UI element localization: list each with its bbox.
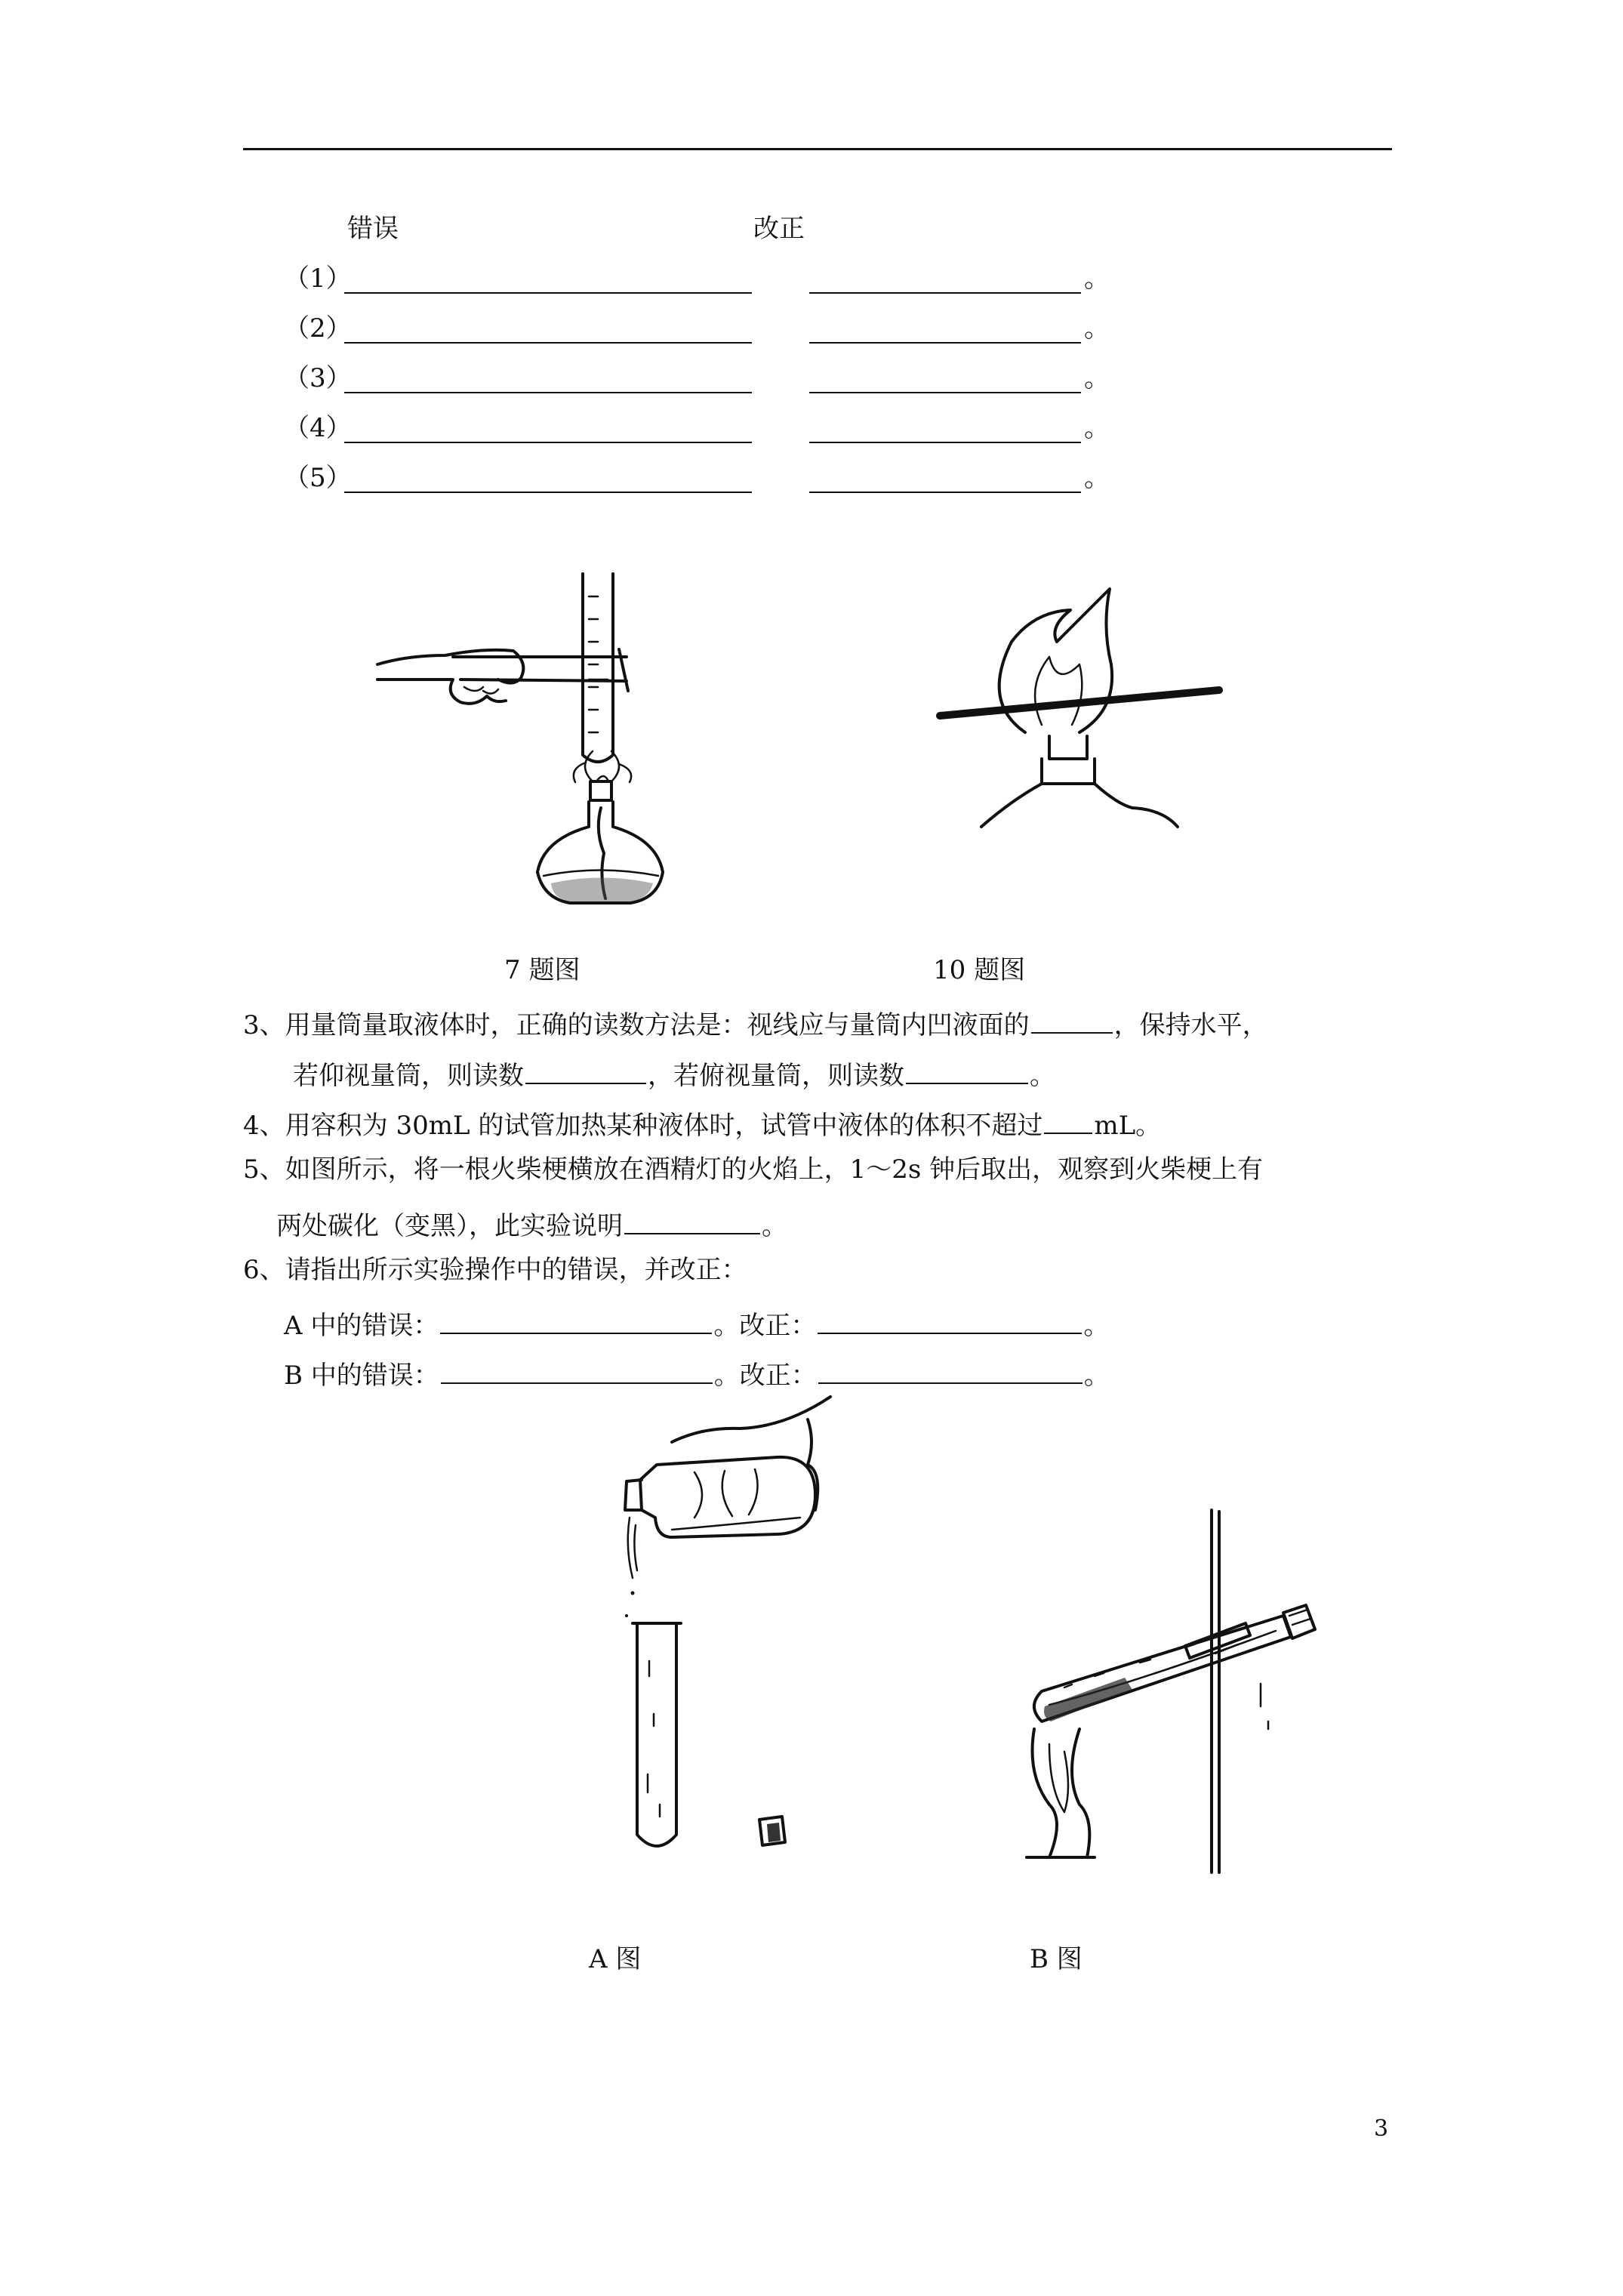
fix-answer-blank[interactable] xyxy=(809,392,1081,393)
figure-a-caption: A 图 xyxy=(589,1944,642,1974)
question-6-a-fix-blank[interactable] xyxy=(818,1307,1082,1334)
question-5-blank[interactable] xyxy=(624,1207,760,1234)
row-end-mark: 。 xyxy=(1084,363,1110,393)
row-number: （2） xyxy=(284,313,352,344)
question-3-text-b: ，保持水平， xyxy=(1113,1010,1268,1040)
row-number: （4） xyxy=(284,413,352,443)
question-6-b-fix-blank[interactable] xyxy=(818,1357,1083,1384)
question-3-text-a: 3、用量筒量取液体时，正确的读数方法是：视线应与量筒内凹液面的 xyxy=(243,1010,1030,1040)
figure-b-caption: B 图 xyxy=(1030,1944,1083,1974)
row-end-mark: 。 xyxy=(1084,463,1110,493)
error-answer-blank[interactable] xyxy=(344,292,752,294)
fix-answer-blank[interactable] xyxy=(809,292,1081,294)
question-3-line-2 xyxy=(293,1057,1055,1089)
question-4-blank[interactable] xyxy=(1044,1107,1092,1134)
question-3-blank-2[interactable] xyxy=(525,1057,646,1084)
question-6-a xyxy=(284,1307,1109,1339)
question-4-text-a: 4、用容积为 30mL 的试管加热某种液体时，试管中液体的体积不超过 xyxy=(243,1111,1043,1141)
error-answer-blank[interactable] xyxy=(344,392,752,393)
row-end-mark: 。 xyxy=(1084,264,1110,294)
question-4-text-b: mL。 xyxy=(1094,1111,1162,1141)
row-number: （3） xyxy=(284,363,352,393)
question-6-b xyxy=(284,1357,1110,1391)
error-answer-blank[interactable] xyxy=(344,342,752,344)
fix-answer-blank[interactable] xyxy=(809,492,1081,493)
figure-7-caption: 7 题图 xyxy=(504,955,581,985)
question-6-a-end: 。 xyxy=(1083,1311,1110,1341)
question-5-line-1: 5、如图所示，将一根火柴梗横放在酒精灯的火焰上，1～2s 钟后取出，观察到火柴梗上有 xyxy=(243,1154,1264,1185)
question-4 xyxy=(243,1107,1161,1139)
fix-answer-blank[interactable] xyxy=(809,442,1081,443)
question-3-line-1 xyxy=(243,1006,1268,1038)
question-6-a-error-blank[interactable] xyxy=(440,1307,712,1334)
question-6-b-end: 。 xyxy=(1083,1361,1110,1391)
figure-a-pouring-liquid xyxy=(611,1397,838,1872)
question-5-line-2 xyxy=(276,1207,787,1239)
question-6-a-mid: 。改正： xyxy=(713,1311,817,1341)
question-6-a-label: A 中的错误： xyxy=(284,1311,439,1341)
question-6-b-mid: 。改正： xyxy=(713,1361,817,1391)
question-3-text-d: ，若俯视量筒，则读数 xyxy=(648,1061,904,1091)
row-number: （1） xyxy=(284,264,352,294)
row-end-mark: 。 xyxy=(1084,413,1110,443)
figure-7-heating-test-tube xyxy=(362,566,679,914)
header-rule xyxy=(243,148,1392,150)
question-5-text-b: 。 xyxy=(762,1211,787,1241)
page-number: 3 xyxy=(1374,2116,1389,2142)
question-5-text-a: 两处碳化（变黑），此实验说明 xyxy=(276,1211,623,1241)
question-3-blank-3[interactable] xyxy=(906,1057,1028,1084)
question-3-blank-1[interactable] xyxy=(1031,1006,1113,1034)
question-3-text-c: 若仰视量筒，则读数 xyxy=(293,1061,524,1091)
question-3-text-e: 。 xyxy=(1030,1061,1055,1091)
figure-10-match-in-flame xyxy=(936,581,1223,838)
figure-10-caption: 10 题图 xyxy=(933,955,1026,985)
table-header-error: 错误 xyxy=(347,214,399,244)
row-end-mark: 。 xyxy=(1084,313,1110,344)
question-6-b-error-blank[interactable] xyxy=(441,1357,713,1384)
error-answer-blank[interactable] xyxy=(344,492,752,493)
question-6-title: 6、请指出所示实验操作中的错误，并改正： xyxy=(243,1255,747,1285)
figure-b-heating-on-stand xyxy=(1019,1502,1336,1880)
error-answer-blank[interactable] xyxy=(344,442,752,443)
row-number: （5） xyxy=(284,463,352,493)
question-6-b-label: B 中的错误： xyxy=(284,1361,439,1391)
fix-answer-blank[interactable] xyxy=(809,342,1081,344)
table-header-fix: 改正 xyxy=(753,214,805,244)
